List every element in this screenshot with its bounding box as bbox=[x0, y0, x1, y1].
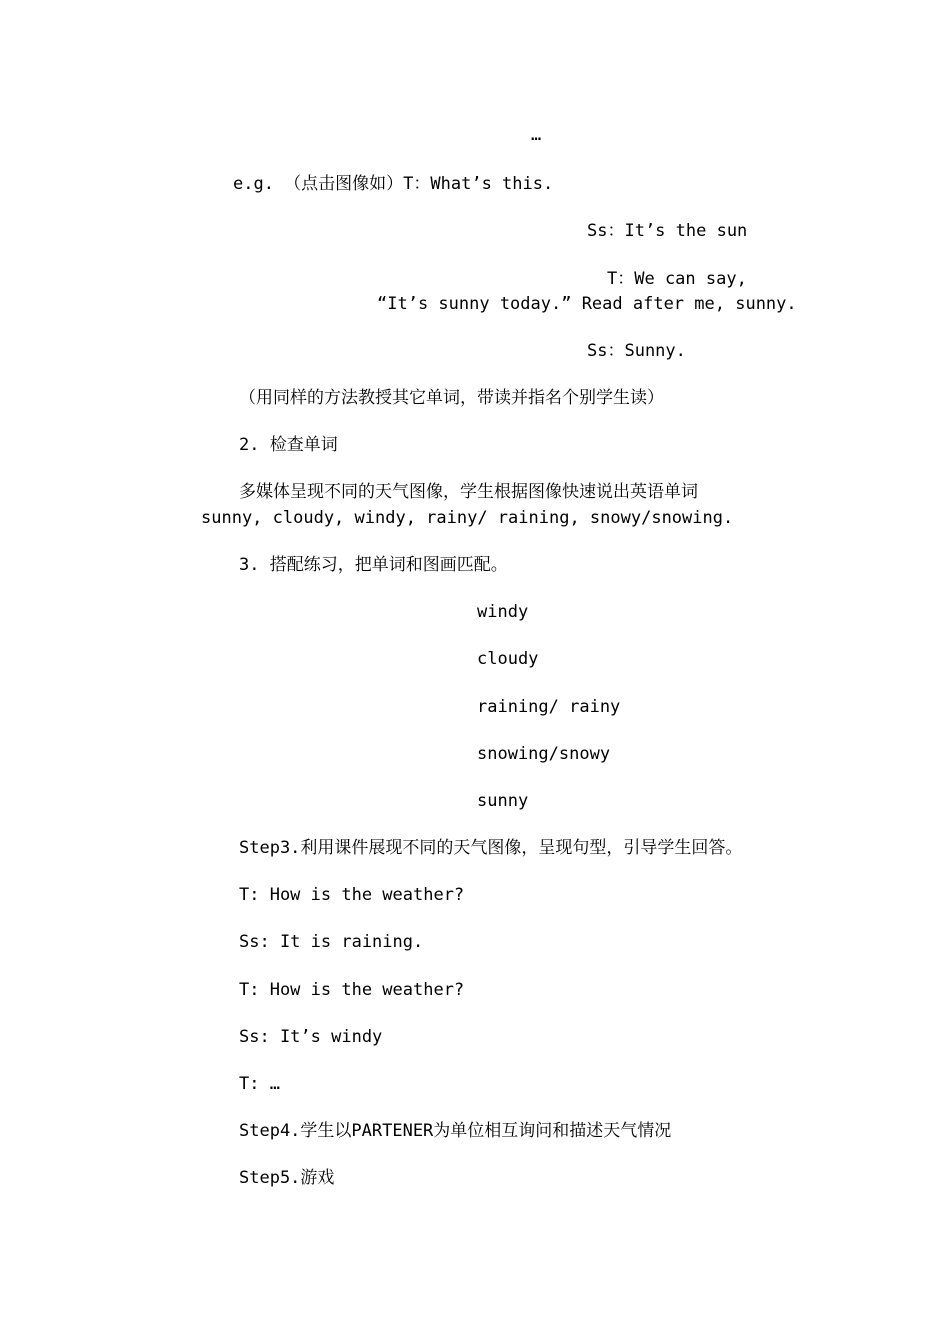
teacher-quote-line: “It’s sunny today.” Read after me, sunny. bbox=[377, 294, 797, 314]
student-answer-sun: Ss：It’s the sun bbox=[587, 221, 748, 241]
word-cloudy: cloudy bbox=[477, 649, 539, 669]
multimedia-line-2: sunny, cloudy, windy, rainy/ raining, snowy/snowing. bbox=[201, 508, 734, 528]
dialog-question-1: T: How is the weather? bbox=[239, 885, 465, 905]
step4-line: Step4.学生以PARTENER为单位相互询问和描述天气情况 bbox=[239, 1121, 672, 1141]
teacher-we-can-say: T：We can say, bbox=[607, 269, 747, 289]
word-windy: windy bbox=[477, 602, 529, 622]
step5-line: Step5.游戏 bbox=[239, 1168, 335, 1188]
dialog-teacher-3: T: … bbox=[239, 1074, 280, 1094]
dialog-question-2: T: How is the weather? bbox=[239, 980, 465, 1000]
step3-line: Step3.利用课件展现不同的天气图像，呈现句型，引导学生回答。 bbox=[239, 838, 743, 858]
student-answer-sunny: Ss：Sunny. bbox=[587, 341, 686, 361]
example-line: e.g. （点击图像如）T：What’s this. bbox=[233, 174, 554, 194]
multimedia-line-1: 多媒体呈现不同的天气图像，学生根据图像快速说出英语单词 bbox=[239, 482, 698, 502]
word-sunny: sunny bbox=[477, 791, 529, 811]
dialog-answer-1: Ss: It is raining. bbox=[239, 932, 424, 952]
word-snowing: snowing/snowy bbox=[477, 744, 611, 764]
ellipsis-line: … bbox=[531, 125, 542, 145]
section-matching: 3. 搭配练习，把单词和图画匹配。 bbox=[239, 555, 508, 575]
dialog-answer-2: Ss: It’s windy bbox=[239, 1027, 383, 1047]
section-check-words: 2. 检查单词 bbox=[239, 435, 338, 455]
method-note: （用同样的方法教授其它单词，带读并指名个别学生读） bbox=[239, 388, 664, 408]
word-raining: raining/ rainy bbox=[477, 697, 621, 717]
